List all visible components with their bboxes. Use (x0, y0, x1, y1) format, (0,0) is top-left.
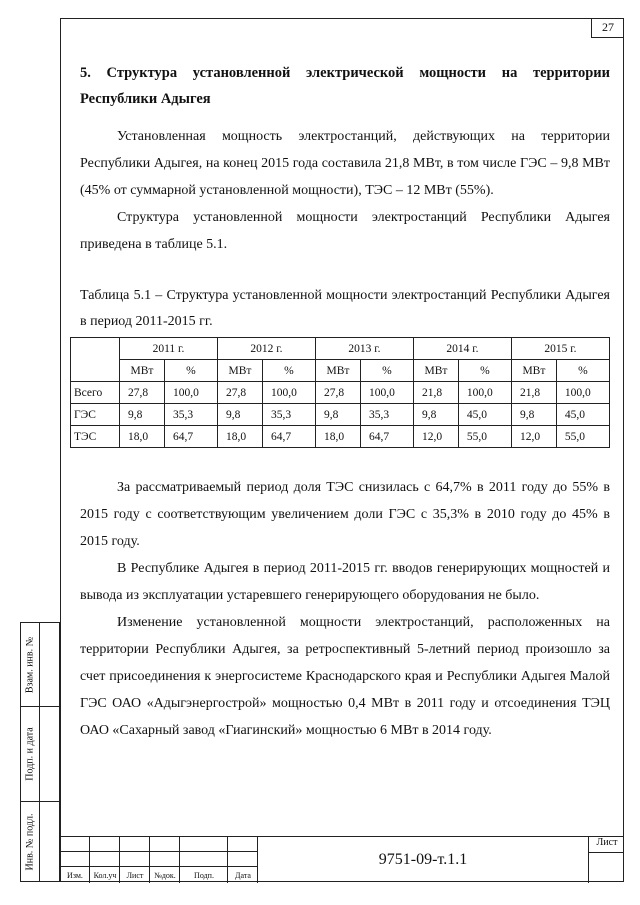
unit-cell: МВт (315, 360, 360, 382)
stamp-header-sheet: Лист (126, 871, 144, 880)
row-label-cell: Всего (71, 382, 120, 404)
unit-cell: % (556, 360, 609, 382)
value-cell: 45,0 (556, 404, 609, 426)
year-cell: 2015 г. (511, 338, 609, 360)
year-cell: 2014 г. (413, 338, 511, 360)
value-cell: 64,7 (164, 426, 217, 448)
value-cell: 18,0 (120, 426, 165, 448)
stamp-header-date: Дата (235, 871, 251, 880)
capacity-table (70, 337, 610, 448)
row-label-cell: ГЭС (71, 404, 120, 426)
paragraph-4: В Республике Адыгея в период 2011-2015 гг. вводов генерирующих мощностей и вывода из эксплуатации устаревшего генерирующего оборудования не было. (80, 561, 610, 603)
heading-line-2: Республики Адыгея (80, 91, 211, 107)
value-cell: 27,8 (217, 382, 262, 404)
side-box-replacement (20, 622, 60, 707)
stamp-header-signature: Подп. (194, 871, 214, 880)
stamp-header-count: Кол.уч (93, 871, 117, 880)
paragraph-2: Структура установленной мощности электростанций Республики Адыгея приведена в таблице 5.1. (80, 210, 610, 252)
side-box-inventory (20, 802, 60, 882)
value-cell: 27,8 (315, 382, 360, 404)
value-cell: 100,0 (262, 382, 315, 404)
value-cell: 64,7 (262, 426, 315, 448)
value-cell: 9,8 (217, 404, 262, 426)
unit-cell: МВт (413, 360, 458, 382)
sheet-label: Лист (596, 837, 618, 848)
table-row (71, 382, 610, 404)
value-cell: 12,0 (511, 426, 556, 448)
value-cell: 12,0 (413, 426, 458, 448)
value-cell: 35,3 (360, 404, 413, 426)
table-row (71, 404, 610, 426)
unit-cell: МВт (217, 360, 262, 382)
paragraph-5: Изменение установленной мощности электростанций, расположенных на территории Республики Адыгея, за ретроспективный 5-летний период произошло за счет присоединения к энергосистеме Краснодарского края и Республики Адыгея Малой ГЭС ОАО «Адыгэнергострой» мощностью 0,4 МВт в 2011 году и отсоединения ТЭЦ ОАО «Сахарный завод «Гиагинский» мощностью 6 МВт в 2014 году. (80, 615, 610, 738)
title-block (60, 836, 624, 882)
value-cell: 35,3 (164, 404, 217, 426)
table-unit-row (71, 360, 610, 382)
value-cell: 18,0 (217, 426, 262, 448)
document-code: 9751-09-т.1.1 (378, 851, 468, 868)
side-label-replacement: Взам. инв. № (24, 636, 36, 693)
heading-line-1: 5. Структура установленной электрической мощности на территории (80, 65, 610, 81)
value-cell: 9,8 (315, 404, 360, 426)
year-cell: 2012 г. (217, 338, 315, 360)
section-heading (80, 60, 610, 112)
table-row (71, 426, 610, 448)
value-cell: 100,0 (556, 382, 609, 404)
table-corner-cell (71, 338, 120, 382)
year-cell: 2013 г. (315, 338, 413, 360)
value-cell: 55,0 (556, 426, 609, 448)
side-label-inventory: Инв. № подл. (24, 813, 36, 870)
value-cell: 21,8 (511, 382, 556, 404)
value-cell: 27,8 (120, 382, 165, 404)
value-cell: 100,0 (458, 382, 511, 404)
page-number: 27 (591, 18, 624, 38)
unit-cell: МВт (120, 360, 165, 382)
year-cell: 2011 г. (120, 338, 218, 360)
side-box-signature (20, 707, 60, 802)
body-paragraphs (80, 474, 610, 744)
value-cell: 45,0 (458, 404, 511, 426)
unit-cell: % (458, 360, 511, 382)
value-cell: 55,0 (458, 426, 511, 448)
paragraph-1: Установленная мощность электростанций, действующих на территории Республики Адыгея, на конец 2015 года составила 21,8 МВт, в том числе ГЭС – 9,8 МВт (45% от суммарной установленной мощности), ТЭС – 12 МВт (55%). (80, 129, 610, 198)
stamp-header-change: Изм. (67, 871, 83, 880)
table-caption: Таблица 5.1 – Структура установленной мощности электростанций Республики Адыгея в период 2011-2015 гг. (80, 288, 610, 329)
value-cell: 100,0 (360, 382, 413, 404)
unit-cell: % (164, 360, 217, 382)
side-label-signature: Подп. и дата (24, 727, 36, 781)
unit-cell: % (262, 360, 315, 382)
value-cell: 9,8 (120, 404, 165, 426)
value-cell: 9,8 (413, 404, 458, 426)
value-cell: 35,3 (262, 404, 315, 426)
value-cell: 18,0 (315, 426, 360, 448)
value-cell: 21,8 (413, 382, 458, 404)
paragraph-3: За рассматриваемый период доля ТЭС снизилась с 64,7% в 2011 году до 55% в 2015 году с соответствующим увеличением доли ГЭС с 35,3% в 2010 году до 45% в 2015 году. (80, 480, 610, 549)
value-cell: 100,0 (164, 382, 217, 404)
row-label-cell: ТЭС (71, 426, 120, 448)
unit-cell: % (360, 360, 413, 382)
table-year-row (71, 338, 610, 360)
intro-paragraphs (80, 123, 610, 258)
unit-cell: МВт (511, 360, 556, 382)
value-cell: 9,8 (511, 404, 556, 426)
value-cell: 64,7 (360, 426, 413, 448)
stamp-header-docno: №док. (154, 871, 176, 880)
